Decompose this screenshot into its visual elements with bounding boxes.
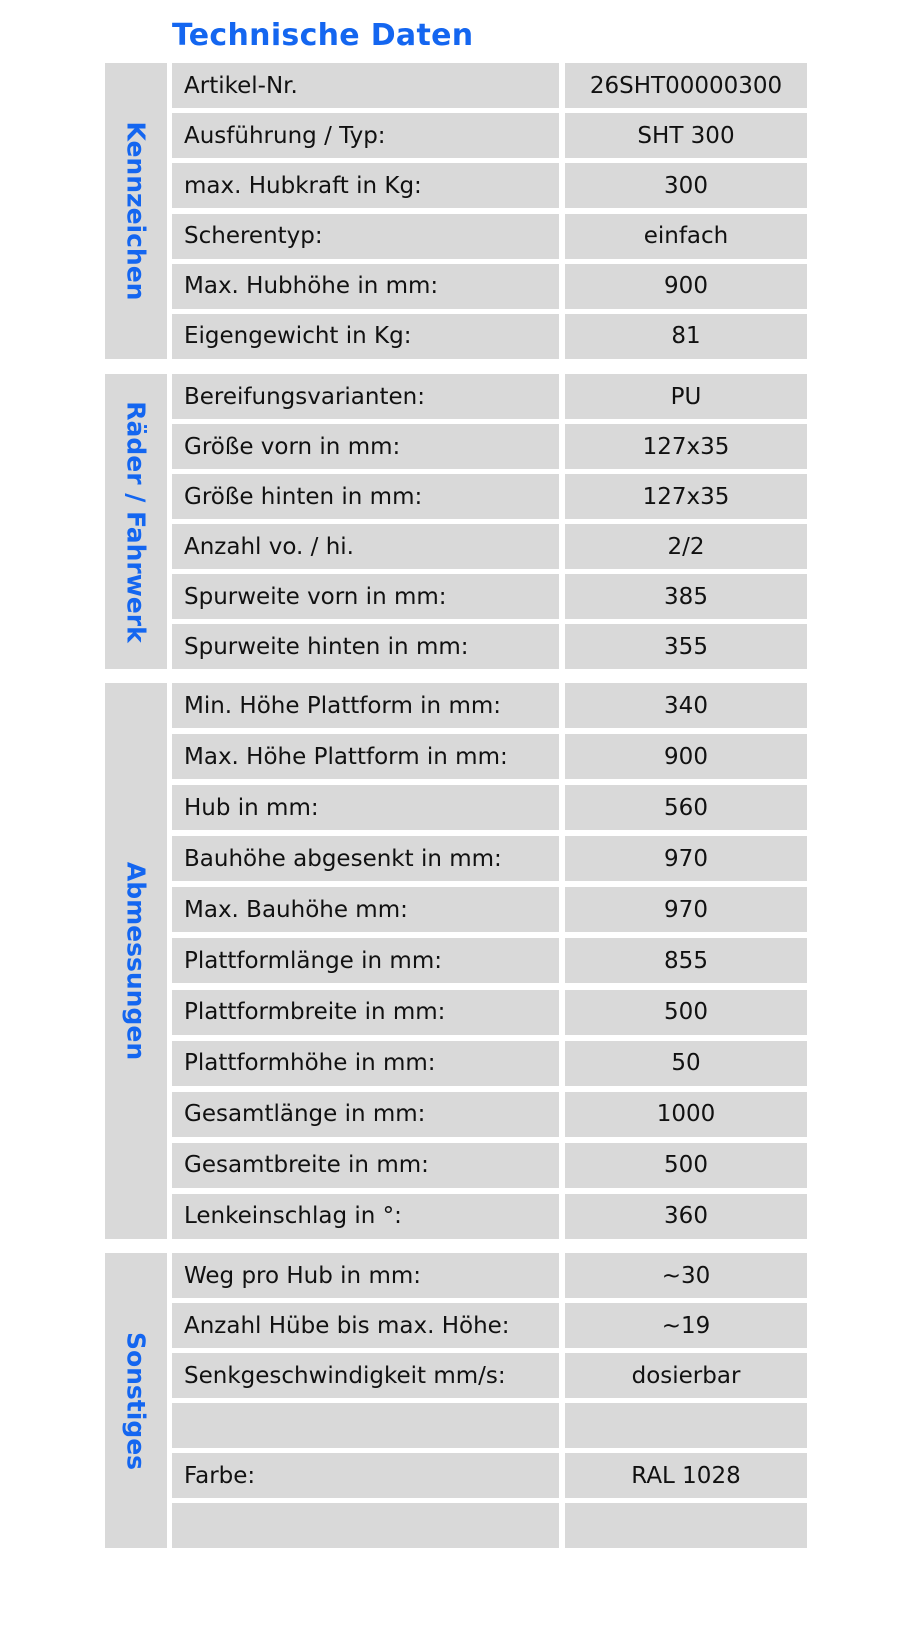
spec-value: ~19 xyxy=(565,1303,807,1348)
spec-value: einfach xyxy=(565,214,807,259)
spec-value: RAL 1028 xyxy=(565,1453,807,1498)
table-row xyxy=(172,264,807,309)
spec-value: 855 xyxy=(565,938,807,983)
spec-label: Min. Höhe Plattform in mm: xyxy=(172,683,559,728)
table-row xyxy=(172,574,807,619)
section-label-cell xyxy=(105,63,167,359)
table-row xyxy=(172,938,807,983)
spec-label: Farbe: xyxy=(172,1453,559,1498)
table-row xyxy=(172,1143,807,1188)
spec-label: Max. Bauhöhe mm: xyxy=(172,887,559,932)
spec-section xyxy=(105,374,807,669)
spec-label: Weg pro Hub in mm: xyxy=(172,1253,559,1298)
spec-label: Plattformlänge in mm: xyxy=(172,938,559,983)
spec-value: 127x35 xyxy=(565,474,807,519)
spec-value: 500 xyxy=(565,990,807,1035)
spec-label: Eigengewicht in Kg: xyxy=(172,314,559,359)
table-row xyxy=(172,1253,807,1298)
table-row xyxy=(172,1403,807,1448)
spec-label: Max. Hubhöhe in mm: xyxy=(172,264,559,309)
table-row xyxy=(172,990,807,1035)
spec-value: 127x35 xyxy=(565,424,807,469)
spec-label: Ausführung / Typ: xyxy=(172,113,559,158)
table-row xyxy=(172,163,807,208)
spec-label: Spurweite vorn in mm: xyxy=(172,574,559,619)
spec-value: PU xyxy=(565,374,807,419)
table-row xyxy=(172,683,807,728)
table-row xyxy=(172,1303,807,1348)
spec-label xyxy=(172,1403,559,1448)
spec-label: Anzahl vo. / hi. xyxy=(172,524,559,569)
spec-value: 340 xyxy=(565,683,807,728)
spec-label: Artikel-Nr. xyxy=(172,63,559,108)
spec-label: max. Hubkraft in Kg: xyxy=(172,163,559,208)
spec-label: Größe hinten in mm: xyxy=(172,474,559,519)
spec-value: SHT 300 xyxy=(565,113,807,158)
table-row xyxy=(172,63,807,108)
spec-label: Plattformhöhe in mm: xyxy=(172,1041,559,1086)
table-row xyxy=(172,1353,807,1398)
table-row xyxy=(172,1194,807,1239)
table-row xyxy=(172,1041,807,1086)
table-row xyxy=(172,524,807,569)
spec-label: Plattformbreite in mm: xyxy=(172,990,559,1035)
spec-section xyxy=(105,63,807,359)
page-title: Technische Daten xyxy=(172,18,474,53)
table-row xyxy=(172,1092,807,1137)
spec-value: 560 xyxy=(565,785,807,830)
spec-value: 2/2 xyxy=(565,524,807,569)
spec-value: 900 xyxy=(565,734,807,779)
spec-label: Bereifungsvarianten: xyxy=(172,374,559,419)
spec-value: 500 xyxy=(565,1143,807,1188)
table-row xyxy=(172,214,807,259)
spec-value: 26SHT00000300 xyxy=(565,63,807,108)
table-row xyxy=(172,887,807,932)
spec-label: Lenkeinschlag in °: xyxy=(172,1194,559,1239)
spec-section xyxy=(105,1253,807,1548)
spec-label: Gesamtbreite in mm: xyxy=(172,1143,559,1188)
spec-label: Scherentyp: xyxy=(172,214,559,259)
table-row xyxy=(172,1503,807,1548)
spec-value: 970 xyxy=(565,887,807,932)
spec-label: Bauhöhe abgesenkt in mm: xyxy=(172,836,559,881)
spec-value xyxy=(565,1503,807,1548)
section-label: Sonstiges xyxy=(121,1331,151,1470)
spec-label xyxy=(172,1503,559,1548)
spec-label: Hub in mm: xyxy=(172,785,559,830)
section-label: Abmessungen xyxy=(121,861,151,1061)
spec-value: 360 xyxy=(565,1194,807,1239)
spec-value: 300 xyxy=(565,163,807,208)
table-row xyxy=(172,624,807,669)
table-row xyxy=(172,113,807,158)
section-label: Kennzeichen xyxy=(121,121,151,301)
spec-value: 900 xyxy=(565,264,807,309)
spec-label: Spurweite hinten in mm: xyxy=(172,624,559,669)
table-row xyxy=(172,1453,807,1498)
spec-value: 385 xyxy=(565,574,807,619)
spec-value xyxy=(565,1403,807,1448)
table-row xyxy=(172,314,807,359)
spec-label: Senkgeschwindigkeit mm/s: xyxy=(172,1353,559,1398)
table-row xyxy=(172,785,807,830)
table-row xyxy=(172,734,807,779)
table-row xyxy=(172,836,807,881)
spec-value: 355 xyxy=(565,624,807,669)
spec-value: dosierbar xyxy=(565,1353,807,1398)
spec-section xyxy=(105,683,807,1239)
spec-label: Größe vorn in mm: xyxy=(172,424,559,469)
spec-value: ~30 xyxy=(565,1253,807,1298)
table-row xyxy=(172,374,807,419)
spec-label: Gesamtlänge in mm: xyxy=(172,1092,559,1137)
section-label: Räder / Fahrwerk xyxy=(121,400,151,643)
spec-value: 50 xyxy=(565,1041,807,1086)
spec-label: Anzahl Hübe bis max. Höhe: xyxy=(172,1303,559,1348)
spec-value: 1000 xyxy=(565,1092,807,1137)
section-label-cell xyxy=(105,1253,167,1548)
section-label-cell xyxy=(105,374,167,669)
table-row xyxy=(172,424,807,469)
table-row xyxy=(172,474,807,519)
spec-value: 970 xyxy=(565,836,807,881)
spec-value: 81 xyxy=(565,314,807,359)
spec-label: Max. Höhe Plattform in mm: xyxy=(172,734,559,779)
section-label-cell xyxy=(105,683,167,1239)
